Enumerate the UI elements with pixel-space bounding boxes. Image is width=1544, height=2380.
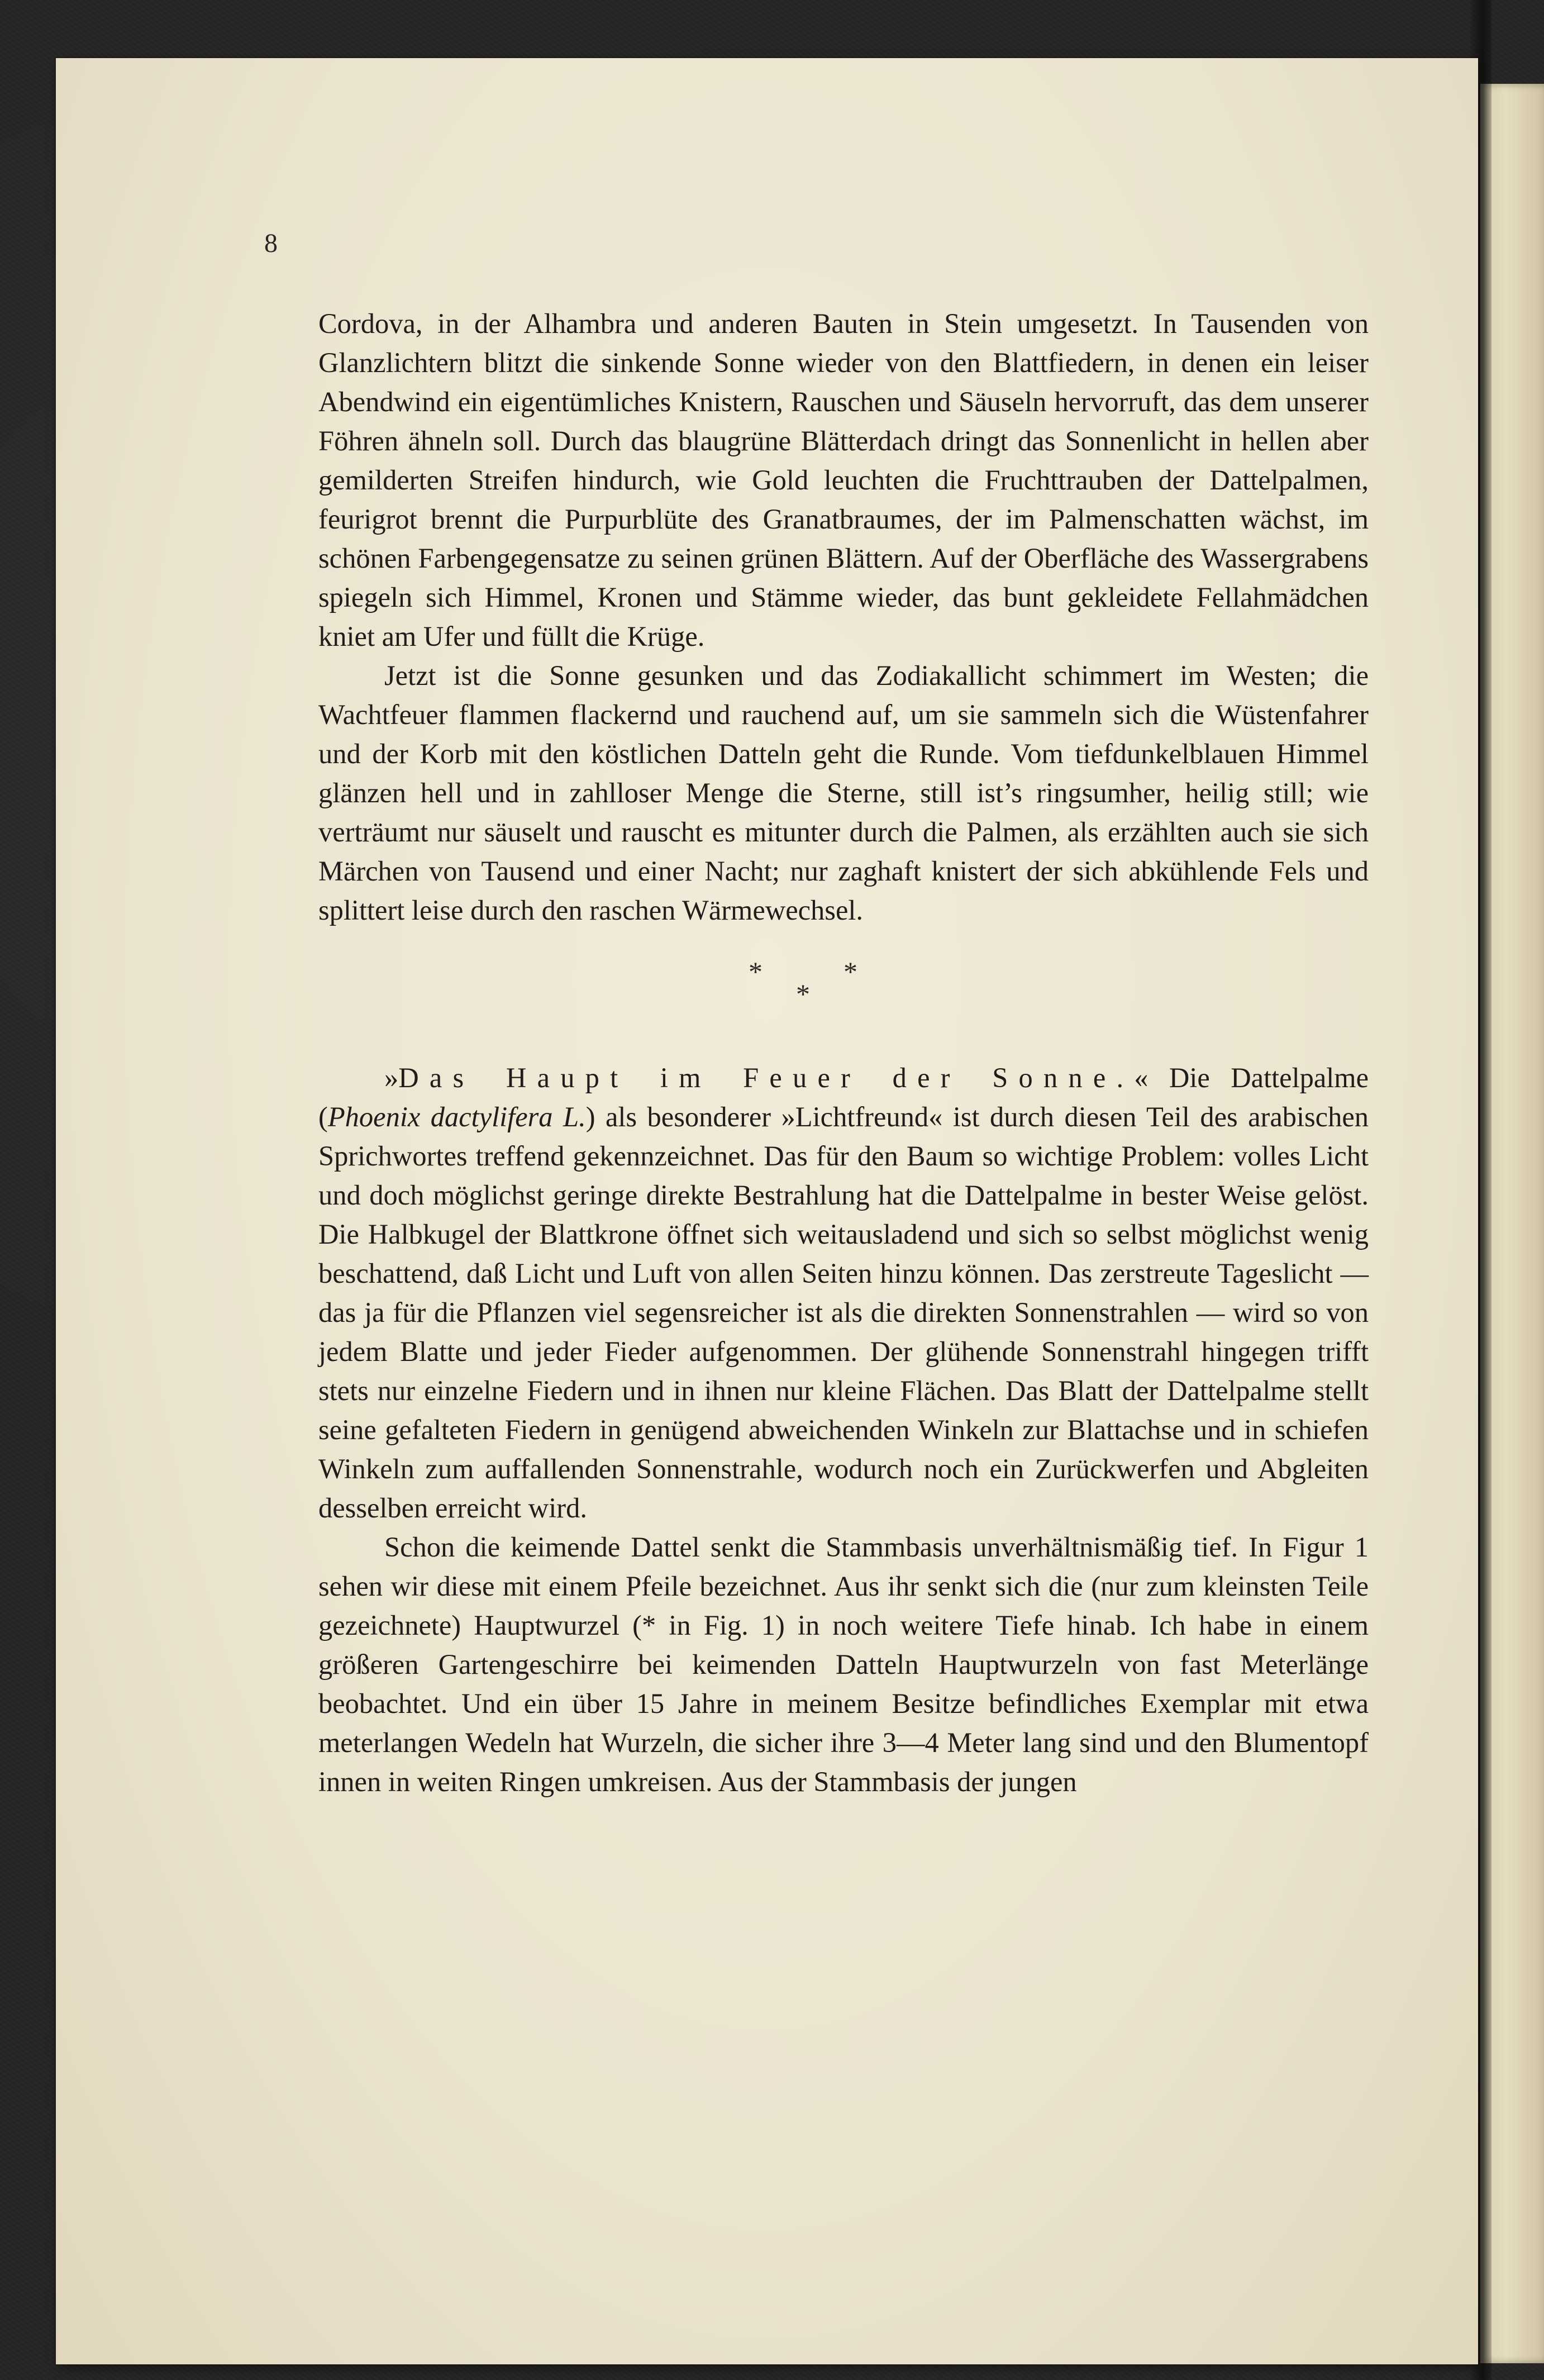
asterisk: * [796, 978, 810, 1010]
latin-name: Phoenix dactylifera L. [327, 1101, 586, 1132]
paragraph-germinating-date: Schon die keimende Dattel senkt die Stammbasis unverhältnismäßig tief. In Figur 1 sehen wir diese mit einem Pfeile bezeichnet. Aus ihr senkt sich die (nur zum kleinsten Teile gezeichnete) Hauptwurzel (* in Fig. 1) in noch weitere Tiefe hinab. Ich habe in einem größeren Gartengeschirre bei keimenden Datteln Hauptwurzeln von fast Meterlänge beobachtet. Und ein über 15 Jahre in meinem Besitze befindliches Exemplar mit etwa meterlangen Wedeln hat Wurzeln, die sicher ihre 3—4 Meter lang sind und den Blumentopf innen in weiten Ringen umkreisen. Aus der Stammbasis der jungen [318, 1531, 1369, 1797]
page-number: 8 [264, 229, 278, 258]
proverb-spaced: Das Haupt im Feuer der Sonne. [398, 1062, 1135, 1093]
text-run: Die Dattelpalme ( [318, 1062, 1369, 1132]
paragraph-sunset: Jetzt ist die Sonne gesunken und das Zodiakallicht schimmert im Westen; die Wachtfeuer flammen flackernd und rauchend auf, um sie sammeln sich die Wüstenfahrer und der Korb mit den köstlichen Datteln geht die Runde. Vom tiefdunkelblauen Himmel glänzen hell und in zahlloser Menge die Sterne, still ist’s ringsumher, heilig still; wie verträumt nur säuselt und rauscht es mitunter durch die Palmen, als erzählten auch sie sich Märchen von Tausend und einer Nacht; nur zaghaft knistert der sich abkühlende Fels und splittert leise durch den raschen Wärmewechsel. [318, 660, 1369, 926]
paragraph-date-palm-light [318, 1058, 1369, 1527]
quote-open: » [384, 1062, 399, 1093]
text-run: ) als besonderer »Lichtfreund« ist durch diesen Teil des arabischen Sprichwortes treffend gekennzeichnet. Das für den Baum so wichtige Problem: volles Licht und doch möglichst geringe direkte Bestrahlung hat die Dattelpalme in bester Weise gelöst. Die Halbkugel der Blattkrone öffnet sich weitausladend und sich so selbst möglichst wenig beschattend, daß Licht und Luft von allen Seiten hinzu können. Das zerstreute Tageslicht — das ja für die Pflanzen viel segensreicher ist als die direkten Sonnenstrahlen — wird so von jedem Blatte und jeder Fieder aufgenommen. Der glühende Sonnenstrahl hingegen trifft stets nur einzelne Fiedern und in ihnen nur kleine Flächen. Das Blatt der Dattelpalme stellt seine gefalteten Fiedern in genügend abweichenden Winkeln zur Blattachse und in schiefen Winkeln zum auffallenden Sonnenstrahle, wodurch noch ein Zurückwerfen und Abgleiten desselben erreicht wird. [318, 1101, 1369, 1524]
quote-close: « [1134, 1062, 1149, 1093]
paragraph-alhambra: Cordova, in der Alhambra und anderen Bauten in Stein umgesetzt. In Tausenden von Glanzlichtern blitzt die sinkende Sonne wieder von den Blattfiedern, in denen ein leiser Abendwind ein eigentümliches Knistern, Rauschen und Säuseln hervorruft, das dem unserer Föhren ähneln soll. Durch das blaugrüne Blätterdach dringt das Sonnenlicht in hellen aber gemilderten Streifen hindurch, wie Gold leuchten die Fruchttrauben der Dattelpalmen, feurigrot brennt die Purpurblüte des Granatbraumes, der im Palmenschatten wächst, im schönen Farbengegensatze zu seinen grünen Blättern. Auf der Oberfläche des Wassergrabens spiegeln sich Himmel, Kronen und Stämme wieder, das bunt gekleidete Fellahmädchen kniet am Ufer und füllt die Krüge. [318, 308, 1369, 652]
asterisk: * [749, 956, 763, 987]
book-page [56, 58, 1478, 2364]
body-text [318, 304, 1369, 1801]
section-break-asterisks [318, 946, 1369, 1058]
asterisk: * [844, 956, 857, 987]
